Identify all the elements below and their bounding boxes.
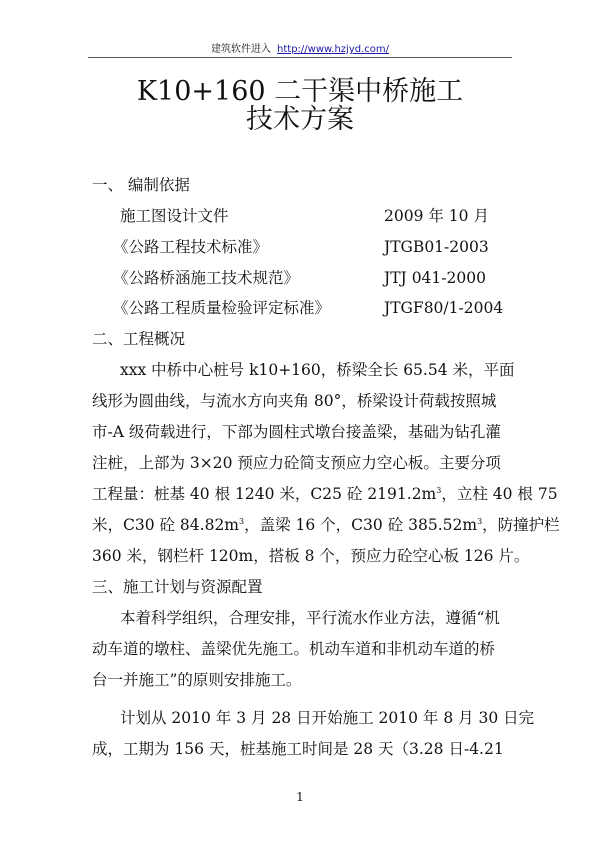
- paragraph-line: 米，C30 砼 $84.82m^3$，盖梁 16 个，C30 砼 $385.52m^3$，防撞护栏: [92, 516, 560, 534]
- doc-title-line2: 技术方案: [246, 104, 354, 135]
- paragraph-line: 市-A 级荷载进行，下部为圆柱式墩台接盖梁，基础为钻孔灌: [92, 423, 501, 441]
- doc-title-line1: K10+160 二干渠中桥施工: [136, 76, 464, 107]
- paragraph-line: 本着科学组织，合理安排，平行流水作业方法，遵循“机: [120, 609, 500, 627]
- ref-code: 2009 年 10 月: [384, 207, 489, 225]
- ref-code: JTGB01-2003: [384, 238, 489, 256]
- section-heading-plan: 三、施工计划与资源配置: [92, 578, 263, 596]
- paragraph-line: 动车道的墩柱、盖梁优先施工。机动车道和非机动车道的桥: [92, 640, 496, 658]
- paragraph-line: xxx 中桥中心桩号 k10+160，桥梁全长 65.54 米，平面: [120, 361, 515, 379]
- site-link[interactable]: http://www.hzjyd.com/: [277, 44, 389, 55]
- ref-name: 《公路工程质量检验评定标准》: [113, 299, 331, 317]
- paragraph-line: 台一并施工”的原则安排施工。: [92, 671, 302, 689]
- page-number: 1: [296, 790, 304, 804]
- ref-code: JTGF80/1-2004: [384, 299, 504, 317]
- section-heading-overview: 二、工程概况: [92, 330, 186, 348]
- header-divider: [88, 57, 512, 58]
- paragraph-line: 注桩，上部为 3×20 预应力砼简支预应力空心板。主要分项: [92, 454, 501, 472]
- paragraph-line: 计划从 2010 年 3 月 28 日开始施工 2010 年 8 月 30 日完: [120, 709, 535, 727]
- site-label: 建筑软件进入: [211, 44, 272, 55]
- ref-name: 《公路桥涵施工技术规范》: [113, 269, 300, 287]
- ref-name: 施工图设计文件: [120, 207, 229, 225]
- section-heading-basis: 一、 编制依据: [92, 176, 190, 194]
- paragraph-line: 工程量：桩基 40 根 1240 米，C25 砼 $2191.2m^3$，立柱 40 根 75: [92, 485, 558, 503]
- page-header: [0, 44, 600, 56]
- paragraph-line: 360 米，钢栏杆 120m，搭板 8 个，预应力砼空心板 126 片。: [92, 547, 530, 565]
- paragraph-line: 线形为圆曲线，与流水方向夹角 80°，桥梁设计荷载按照城: [92, 392, 497, 410]
- paragraph-line: 成，工期为 156 天，桩基施工时间是 28 天（3.28 日-4.21: [92, 740, 504, 758]
- ref-code: JTJ 041-2000: [384, 269, 486, 287]
- ref-name: 《公路工程技术标准》: [113, 238, 269, 256]
